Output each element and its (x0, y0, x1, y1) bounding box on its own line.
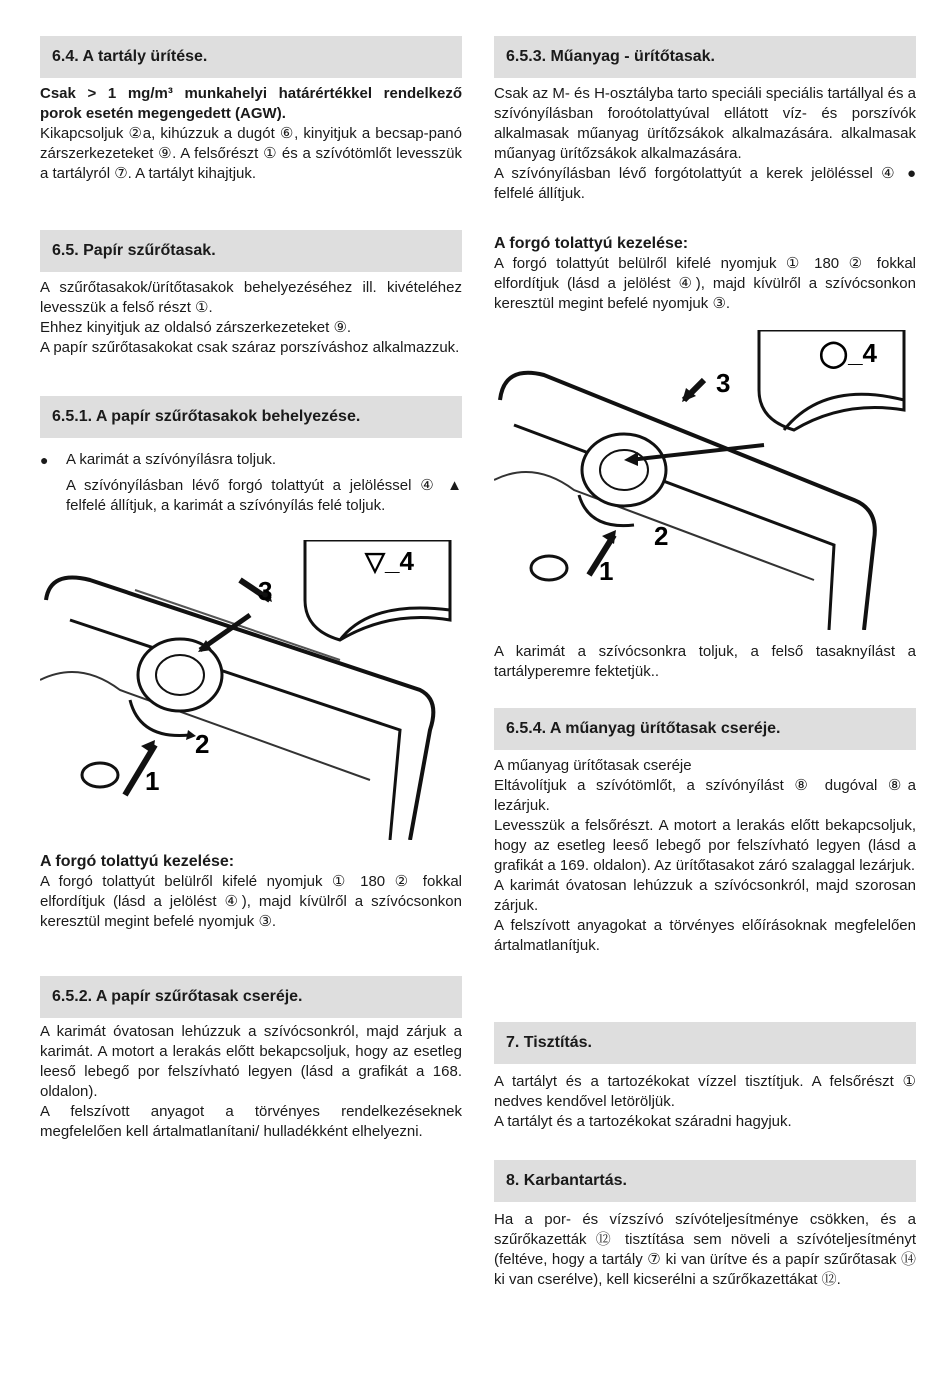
bullet-icon: ● (40, 452, 49, 468)
section-6-5-3-body: Csak az M- és H-osztályba tarto speciáli speciális tartállyal és a szívónyílásban foroótolattyúval ellátott víz- és porszívók alkalmasak műanyag ürítőzsákok alkalmazására. alkalmasak műanyag ürítőzsákok alkalmazására. (494, 85, 916, 162)
left-forgo-section (40, 852, 462, 932)
section-6-5-p1: A szűrőtasakok/ürítőtasakok behelyezéséhez ill. kivételéhez levesszük a felső részt ①. (40, 279, 462, 316)
figure-label-2: 2 (654, 521, 669, 551)
section-7-heading: 7. Tisztítás. (494, 1022, 916, 1064)
section-7-body: A tartályt és a tartozékokat vízzel tisztítjuk. A felsőrészt ① nedves kendővel letöröljük. A tartályt és a tartozékokat száradni hagyjuk. (494, 1073, 916, 1130)
right-forgo-section (494, 234, 916, 314)
agw-warning: Csak > 1 mg/m³ munkahelyi határértékkel rendelkező porok esetén megengedett (AGW). (40, 85, 462, 122)
section-6-5-p3: A papír szűrőtasakokat csak száraz porszíváshoz alkalmazzuk. (40, 339, 460, 356)
section-6-5-1-text (40, 450, 462, 516)
left-figure (40, 540, 462, 840)
section-6-5-2-body: A karimát óvatosan lehúzzuk a szívócsonkról, majd zárjuk a karimát. A motort a lerakás előtt bekapcsoljuk, hogy az esetleg leeső lebegő por felszívható legyen (lásd a grafikát a 168. oldalon). (40, 1023, 462, 1100)
section-6-5-4-heading: 6.5.4. A műanyag ürítőtasak cseréje. (494, 708, 916, 750)
section-8-heading: 8. Karbantartás. (494, 1160, 916, 1202)
figure-label-1: 1 (145, 766, 160, 796)
section-6-4-heading: 6.4. A tartály ürítése. (40, 36, 462, 78)
figure-label-2: 2 (195, 729, 210, 759)
right-figure-caption: A karimát a szívócsonkra toljuk, a felső tasaknyílást a tartályperemre fektetjük.. (494, 643, 916, 680)
vacuum-valve-illustration-2 (494, 330, 916, 630)
section-8-body: Ha a por- és vízszívó szívóteljesítménye csökken, és a szűrőkazetták ⑫ tisztítása sem növeli a szívóteljesítményt (feltéve, hogy a tartály ⑦ ki van ürítve és a papír szűrőtasak ⑭ ki van cserélve), kell kicserélni a szűrőkazettákat ⑫. (494, 1211, 916, 1288)
section-6-5-text (40, 278, 462, 358)
bullet-item (40, 450, 462, 470)
section-6-5-1-heading: 6.5.1. A papír szűrőtasakok behelyezése. (40, 396, 462, 438)
section-6-5-2-heading: 6.5.2. A papír szűrőtasak cseréje. (40, 976, 462, 1018)
vacuum-valve-illustration (40, 540, 462, 840)
left-forgo-title: A forgó tolattyú kezelése: (40, 853, 235, 870)
section-6-5-p2: Ehhez kinyitjuk az oldalsó zárszerkezeteket ⑨. (40, 319, 352, 336)
left-forgo-body: A forgó tolattyút belülről kifelé nyomjuk ① 180 ② fokkal elfordítjuk (lásd a jelölést ④), majd kívülről a szívócsonkon keresztül megint befelé nyomjuk ③. (40, 873, 462, 930)
section-6-4-text (40, 84, 462, 184)
section-6-5-3-heading: 6.5.3. Műanyag - ürítőtasak. (494, 36, 916, 78)
section-6-5-2-body2: A felszívott anyagot a törvényes rendelkezéseknek megfelelően kell ártalmatlanítani/ hulladékként elhelyezni. (40, 1103, 462, 1140)
section-6-5-4-body: A műanyag ürítőtasak cseréje Eltávolítjuk a szívótömlőt, a szívónyílást ⑧ dugóval ⑧a lezárjuk. Levesszük a felsőrészt. A motort a lerakás előtt bekapcsoljuk, hogy az esetleg leeső lebegő por felszívható legyen (lásd a grafikát a 169. oldalon). Az ürítőtasakot záró szalaggal lezárjuk. A karimát óvatosan lehúzzuk a szívócsonkról, majd szorosan zárjuk. A felszívott anyagokat a törvényes előírásoknak megfelelően ártalmatlanítjuk. (494, 757, 916, 954)
figure-label-1: 1 (599, 556, 614, 586)
figure-label-4: ◯_4 (819, 338, 878, 368)
section-6-5-3-body2: A szívónyílásban lévő forgótolattyút a kerek jelöléssel ④ ● felfelé állítjuk. (494, 165, 916, 202)
bullet-subtext: A szívónyílásban lévő forgó tolattyút a jelöléssel ④ ▲ felfelé állítjuk, a karimát a szívónyílás felé toljuk. (66, 477, 462, 514)
right-forgo-body: A forgó tolattyút belülről kifelé nyomjuk ① 180 ② fokkal elfordítjuk (lásd a jelölést ④), majd kívülről a szívócsonkon keresztül megint befelé nyomjuk ③. (494, 255, 916, 312)
right-forgo-title: A forgó tolattyú kezelése: (494, 235, 689, 252)
section-6-4-body: Kikapcsoljuk ②a, kihúzzuk a dugót ⑥, kinyitjuk a becsap-panó zárszerkezeteket ⑨. A felsőrészt ① és a szívótömlőt levesszük a tartályról ⑦. A tartályt kihajtjuk. (40, 125, 462, 182)
section-6-5-3-text (494, 84, 916, 204)
section-6-5-heading: 6.5. Papír szűrőtasak. (40, 230, 462, 272)
bullet-text: A karimát a szívónyílásra toljuk. (66, 451, 277, 468)
figure-label-4: ▽_4 (365, 546, 414, 576)
figure-label-3: 3 (258, 576, 273, 606)
figure-label-3: 3 (716, 368, 731, 398)
right-figure (494, 330, 916, 630)
section-6-5-2-text (40, 1022, 462, 1142)
